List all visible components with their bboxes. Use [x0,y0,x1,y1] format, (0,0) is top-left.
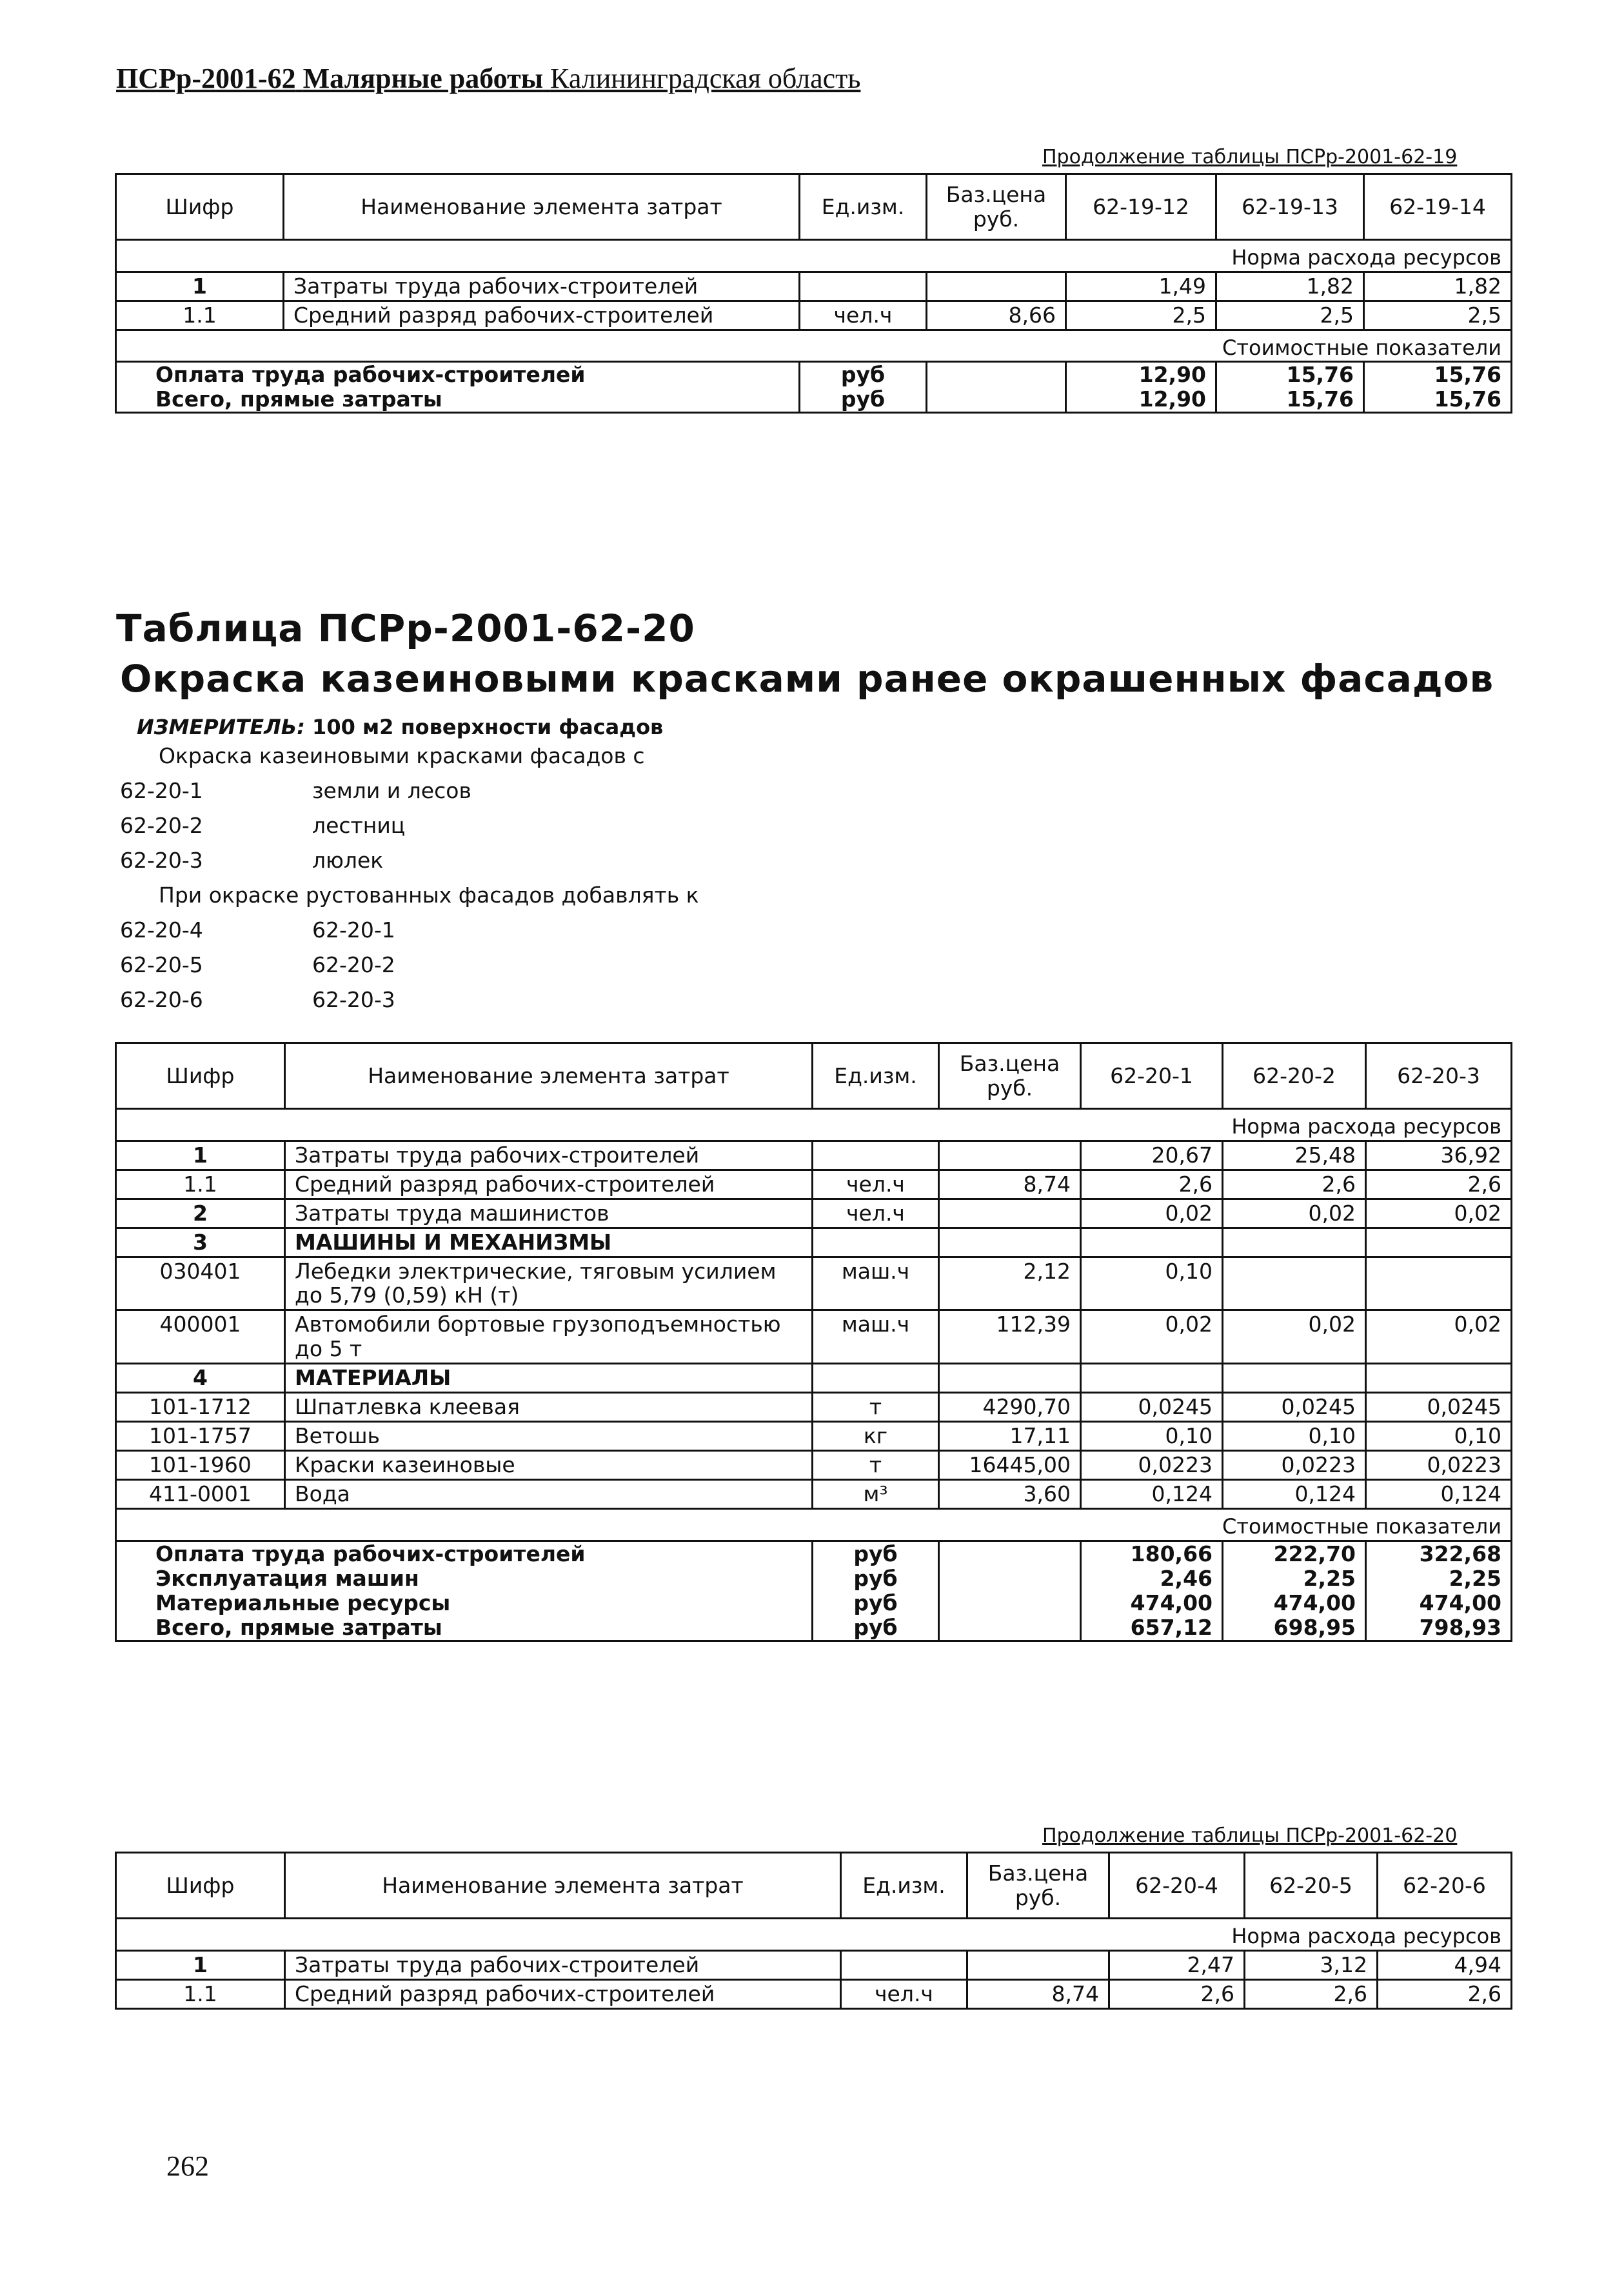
row-name: Вода [285,1480,813,1509]
row-unit: чел.ч [800,301,927,330]
row-unit [813,1228,939,1257]
row-v1 [1081,1228,1223,1257]
row-price [939,1141,1081,1170]
cost-unit: руб [800,387,927,412]
row-v3: 4,94 [1378,1950,1512,1979]
table2-cost-row [116,1508,1512,1541]
measure-value: 100 м2 поверхности фасадов [312,715,664,739]
table-row [116,1170,1512,1199]
row-v1: 2,6 [1081,1170,1223,1199]
row-unit: т [813,1393,939,1422]
header-region: Калининградская область [550,63,861,94]
item-code: 62-20-1 [120,778,203,803]
row-code: 1 [116,1950,285,1979]
row-unit: м³ [813,1480,939,1509]
row-price [939,1199,1081,1228]
row-code: 400001 [116,1310,285,1364]
row-v1: 20,67 [1081,1141,1223,1170]
item-code: 62-20-3 [120,848,203,873]
row-unit [813,1141,939,1170]
row-name: Затраты труда рабочих-строителей [285,1950,841,1979]
col-v1: 62-19-12 [1066,174,1216,240]
item-code: 62-20-5 [120,952,203,977]
item-text: люлек [312,848,384,873]
cost-v3: 15,76 [1364,362,1512,387]
row-price [927,272,1066,301]
col-v3: 62-19-14 [1364,174,1512,240]
table3-norm-row [116,1919,1512,1951]
cost-price-empty [939,1615,1081,1641]
row-v3: 0,0245 [1366,1393,1512,1422]
row-unit: чел.ч [813,1199,939,1228]
row-v1: 1,49 [1066,272,1216,301]
col-price: Баз.цена руб. [967,1853,1109,1919]
item-text: земли и лесов [312,778,471,803]
row-v1: 0,10 [1081,1422,1223,1451]
row-code: 411-0001 [116,1480,285,1509]
col-name: Наименование элемента затрат [285,1853,841,1919]
row-unit: чел.ч [813,1170,939,1199]
row-v2: 2,6 [1245,1979,1378,2008]
table-row [116,1364,1512,1393]
row-unit: т [813,1451,939,1480]
item-code: 62-20-2 [120,813,203,838]
row-name: МАТЕРИАЛЫ [285,1364,813,1393]
table2-header-row [116,1043,1512,1109]
header-section: Малярные работы [302,63,544,94]
col-code: Шифр [116,174,284,240]
cost-row [116,1615,1512,1641]
row-v3 [1366,1228,1512,1257]
col-name: Наименование элемента затрат [285,1043,813,1109]
row-unit [841,1950,967,1979]
table-row [116,1199,1512,1228]
item-text: 62-20-1 [312,917,395,943]
table2-norm-row [116,1109,1512,1141]
row-price: 8,66 [927,301,1066,330]
cost-v1: 12,90 [1066,387,1216,412]
col-name: Наименование элемента затрат [284,174,800,240]
row-v3: 36,92 [1366,1141,1512,1170]
row-v2: 0,10 [1223,1422,1366,1451]
cost-price-empty [939,1566,1081,1591]
row-price: 16445,00 [939,1451,1081,1480]
cost-v2: 2,25 [1223,1566,1366,1591]
norm-label: Норма расхода ресурсов [116,240,1512,272]
col-v2: 62-20-2 [1223,1043,1366,1109]
row-price: 2,12 [939,1257,1081,1310]
intro2: При окраске рустованных фасадов добавлять к [159,883,699,908]
row-price: 4290,70 [939,1393,1081,1422]
cost-v1: 2,46 [1081,1566,1223,1591]
section-title: Таблица ПСРр-2001-62-20 [116,606,695,650]
col-unit: Ед.изм. [813,1043,939,1109]
cost-price-empty [939,1591,1081,1615]
measure [137,715,663,739]
cost-name: Эксплуатация машин [116,1566,813,1591]
row-v2: 3,12 [1245,1950,1378,1979]
cost-name: Всего, прямые затраты [116,1615,813,1641]
cost-price-empty [939,1541,1081,1566]
table2-costs [116,1541,1512,1641]
cost-v1: 474,00 [1081,1591,1223,1615]
row-v3: 0,124 [1366,1480,1512,1509]
row-price [967,1950,1109,1979]
item-code: 62-20-4 [120,917,203,943]
col-unit: Ед.изм. [800,174,927,240]
table3-header-row [116,1853,1512,1919]
item-text: лестниц [312,813,406,838]
table1-norm-row [116,240,1512,272]
cost-name: Оплата труда рабочих-строителей [116,362,800,387]
cost-name: Всего, прямые затраты [116,387,800,412]
cost-name: Оплата труда рабочих-строителей [116,1541,813,1566]
cost-label: Стоимостные показатели [116,330,1512,362]
row-v3: 2,6 [1378,1979,1512,2008]
cost-v1: 180,66 [1081,1541,1223,1566]
row-name: Затраты труда рабочих-строителей [285,1141,813,1170]
col-v2: 62-20-5 [1245,1853,1378,1919]
row-name: Шпатлевка клеевая [285,1393,813,1422]
table-row [116,1451,1512,1480]
page-number: 262 [166,2150,209,2182]
table-row [116,1257,1512,1310]
row-v1 [1081,1364,1223,1393]
table-row [116,1480,1512,1509]
row-v3: 2,6 [1366,1170,1512,1199]
row-v2: 1,82 [1216,272,1364,301]
cost-v2: 474,00 [1223,1591,1366,1615]
cost-v2: 15,76 [1216,362,1364,387]
row-name: Автомобили бортовые грузоподъемностью до 5 т [285,1310,813,1364]
row-name: Средний разряд рабочих-строителей [284,301,800,330]
row-unit: маш.ч [813,1310,939,1364]
row-name: Средний разряд рабочих-строителей [285,1979,841,2008]
col-unit: Ед.изм. [841,1853,967,1919]
table-row [116,1393,1512,1422]
row-v2 [1223,1257,1366,1310]
col-code: Шифр [116,1853,285,1919]
cost-v3: 15,76 [1364,387,1512,412]
cost-v2: 222,70 [1223,1541,1366,1566]
row-code: 1.1 [116,1170,285,1199]
table3-continuation: Продолжение таблицы ПСРр-2001-62-20 [1042,1824,1458,1847]
row-name: Средний разряд рабочих-строителей [285,1170,813,1199]
row-code: 1 [116,272,284,301]
row-code: 030401 [116,1257,285,1310]
row-price [939,1364,1081,1393]
row-v2: 0,124 [1223,1480,1366,1509]
col-v2: 62-19-13 [1216,174,1364,240]
row-code: 101-1757 [116,1422,285,1451]
row-code: 2 [116,1199,285,1228]
row-price [939,1228,1081,1257]
cost-price-empty [927,387,1066,412]
row-code: 1.1 [116,1979,285,2008]
norm-label: Норма расхода ресурсов [116,1109,1512,1141]
table1-header-row [116,174,1512,240]
row-v2: 25,48 [1223,1141,1366,1170]
table1 [115,173,1512,414]
row-v2: 0,02 [1223,1310,1366,1364]
row-v2: 0,0223 [1223,1451,1366,1480]
col-v3: 62-20-6 [1378,1853,1512,1919]
cost-unit: руб [813,1591,939,1615]
cost-unit: руб [813,1566,939,1591]
cost-unit: руб [813,1541,939,1566]
cost-row [116,1566,1512,1591]
table1-cost-row [116,330,1512,362]
item-text: 62-20-2 [312,952,395,977]
row-unit: чел.ч [841,1979,967,2008]
row-v1: 0,02 [1081,1199,1223,1228]
table-row [116,1950,1512,1979]
row-v2: 2,5 [1216,301,1364,330]
row-name: Ветошь [285,1422,813,1451]
row-v1: 2,47 [1109,1950,1245,1979]
cost-row [116,387,1512,412]
row-unit: кг [813,1422,939,1451]
row-v1: 0,10 [1081,1257,1223,1310]
table2-body [116,1141,1512,1508]
cost-unit: руб [800,362,927,387]
table-row [116,1228,1512,1257]
col-code: Шифр [116,1043,285,1109]
row-v1: 2,6 [1109,1979,1245,2008]
row-name: Краски казеиновые [285,1451,813,1480]
row-code: 1.1 [116,301,284,330]
table-row [116,1422,1512,1451]
cost-v3: 322,68 [1366,1541,1512,1566]
row-v2 [1223,1364,1366,1393]
row-v2: 0,02 [1223,1199,1366,1228]
row-v3: 2,5 [1364,301,1512,330]
cost-row [116,362,1512,387]
item-code: 62-20-6 [120,987,203,1012]
row-v1: 2,5 [1066,301,1216,330]
row-code: 3 [116,1228,285,1257]
cost-v1: 657,12 [1081,1615,1223,1641]
row-v2: 0,0245 [1223,1393,1366,1422]
cost-row [116,1591,1512,1615]
item-text: 62-20-3 [312,987,395,1012]
section-subtitle: Окраска казеиновыми красками ранее окрашенных фасадов [120,657,1494,701]
norm-label: Норма расхода ресурсов [116,1919,1512,1951]
row-code: 101-1960 [116,1451,285,1480]
table-row [116,301,1512,330]
row-v1: 0,0223 [1081,1451,1223,1480]
row-name: МАШИНЫ И МЕХАНИЗМЫ [285,1228,813,1257]
row-code: 1 [116,1141,285,1170]
page-header [116,62,860,95]
cost-row [116,1541,1512,1566]
col-price: Баз.цена руб. [939,1043,1081,1109]
table3 [115,1852,1512,2010]
row-v3: 0,02 [1366,1310,1512,1364]
row-v2 [1223,1228,1366,1257]
cost-v3: 2,25 [1366,1566,1512,1591]
row-code: 4 [116,1364,285,1393]
row-v3: 0,02 [1366,1199,1512,1228]
row-price: 8,74 [939,1170,1081,1199]
row-unit: маш.ч [813,1257,939,1310]
row-name: Затраты труда машинистов [285,1199,813,1228]
header-code: ПСРр-2001-62 [116,63,296,94]
row-unit [800,272,927,301]
cost-label: Стоимостные показатели [116,1508,1512,1541]
table-row [116,1141,1512,1170]
cost-v2: 15,76 [1216,387,1364,412]
row-price: 17,11 [939,1422,1081,1451]
row-v3 [1366,1257,1512,1310]
table-row [116,272,1512,301]
intro1: Окраска казеиновыми красками фасадов с [159,743,645,768]
row-v2: 2,6 [1223,1170,1366,1199]
table-row [116,1979,1512,2008]
cost-name: Материальные ресурсы [116,1591,813,1615]
row-v3 [1366,1364,1512,1393]
table2 [115,1042,1512,1642]
cost-v3: 798,93 [1366,1615,1512,1641]
table1-continuation: Продолжение таблицы ПСРр-2001-62-19 [1042,146,1458,168]
cost-v3: 474,00 [1366,1591,1512,1615]
cost-unit: руб [813,1615,939,1641]
row-unit [813,1364,939,1393]
cost-price-empty [927,362,1066,387]
row-price: 3,60 [939,1480,1081,1509]
cost-v2: 698,95 [1223,1615,1366,1641]
row-v3: 0,10 [1366,1422,1512,1451]
table-row [116,1310,1512,1364]
row-v1: 0,124 [1081,1480,1223,1509]
col-v3: 62-20-3 [1366,1043,1512,1109]
measure-label: ИЗМЕРИТЕЛЬ: [137,715,305,739]
row-price: 112,39 [939,1310,1081,1364]
col-v1: 62-20-1 [1081,1043,1223,1109]
row-v1: 0,02 [1081,1310,1223,1364]
col-price: Баз.цена руб. [927,174,1066,240]
row-v3: 0,0223 [1366,1451,1512,1480]
cost-v1: 12,90 [1066,362,1216,387]
row-price: 8,74 [967,1979,1109,2008]
row-code: 101-1712 [116,1393,285,1422]
row-name: Лебедки электрические, тяговым усилием до 5,79 (0,59) кН (т) [285,1257,813,1310]
row-v3: 1,82 [1364,272,1512,301]
row-v1: 0,0245 [1081,1393,1223,1422]
col-v1: 62-20-4 [1109,1853,1245,1919]
row-name: Затраты труда рабочих-строителей [284,272,800,301]
